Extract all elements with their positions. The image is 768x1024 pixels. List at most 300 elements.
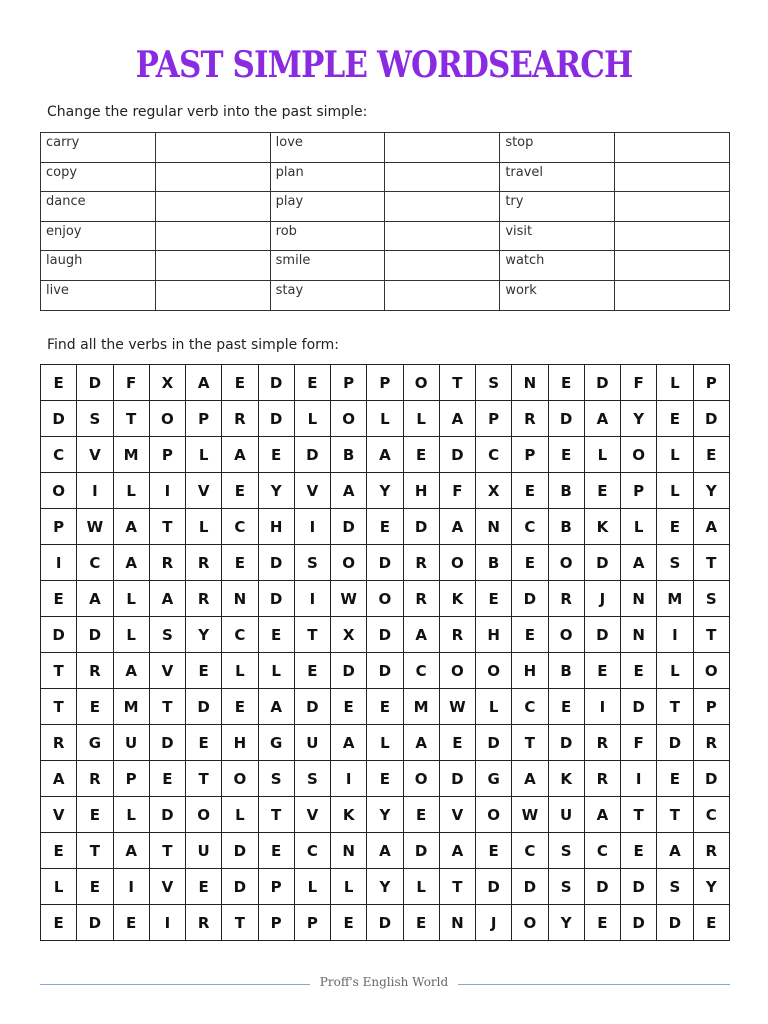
grid-letter[interactable]: J	[584, 581, 620, 617]
grid-letter[interactable]: D	[621, 689, 657, 725]
grid-letter[interactable]: P	[294, 905, 330, 941]
grid-letter[interactable]: K	[584, 509, 620, 545]
grid-letter[interactable]: Y	[367, 869, 403, 905]
grid-letter[interactable]: P	[258, 869, 294, 905]
grid-letter[interactable]: N	[621, 617, 657, 653]
grid-letter[interactable]: N	[439, 905, 475, 941]
grid-letter[interactable]: L	[222, 797, 258, 833]
grid-letter[interactable]: A	[77, 581, 113, 617]
grid-letter[interactable]: W	[77, 509, 113, 545]
grid-letter[interactable]: T	[149, 833, 185, 869]
grid-letter[interactable]: L	[657, 365, 693, 401]
grid-letter[interactable]: R	[693, 725, 730, 761]
grid-letter[interactable]: H	[403, 473, 439, 509]
grid-letter[interactable]: A	[113, 653, 149, 689]
grid-letter[interactable]: R	[548, 581, 584, 617]
grid-letter[interactable]: K	[548, 761, 584, 797]
grid-letter[interactable]: I	[77, 473, 113, 509]
grid-letter[interactable]: D	[258, 581, 294, 617]
grid-letter[interactable]: D	[367, 545, 403, 581]
grid-letter[interactable]: D	[186, 689, 222, 725]
answer-cell[interactable]	[385, 162, 500, 192]
grid-letter[interactable]: R	[584, 761, 620, 797]
grid-letter[interactable]: B	[476, 545, 512, 581]
grid-letter[interactable]: L	[113, 617, 149, 653]
grid-letter[interactable]: E	[294, 365, 330, 401]
grid-letter[interactable]: P	[621, 473, 657, 509]
grid-letter[interactable]: V	[77, 437, 113, 473]
grid-letter[interactable]: O	[222, 761, 258, 797]
grid-letter[interactable]: D	[476, 869, 512, 905]
grid-letter[interactable]: I	[621, 761, 657, 797]
grid-letter[interactable]: C	[512, 833, 548, 869]
grid-letter[interactable]: A	[439, 509, 475, 545]
grid-letter[interactable]: I	[113, 869, 149, 905]
grid-letter[interactable]: O	[331, 401, 367, 437]
grid-letter[interactable]: A	[186, 365, 222, 401]
grid-letter[interactable]: R	[403, 581, 439, 617]
grid-letter[interactable]: E	[693, 437, 730, 473]
grid-letter[interactable]: O	[149, 401, 185, 437]
grid-letter[interactable]: E	[512, 473, 548, 509]
grid-letter[interactable]: L	[113, 797, 149, 833]
grid-letter[interactable]: E	[222, 545, 258, 581]
grid-letter[interactable]: R	[77, 653, 113, 689]
grid-letter[interactable]: A	[258, 689, 294, 725]
grid-letter[interactable]: F	[621, 365, 657, 401]
grid-letter[interactable]: A	[512, 761, 548, 797]
grid-letter[interactable]: D	[331, 653, 367, 689]
grid-letter[interactable]: Y	[693, 473, 730, 509]
grid-letter[interactable]: S	[258, 761, 294, 797]
grid-letter[interactable]: L	[41, 869, 77, 905]
grid-letter[interactable]: P	[258, 905, 294, 941]
grid-letter[interactable]: E	[331, 689, 367, 725]
answer-cell[interactable]	[385, 133, 500, 163]
grid-letter[interactable]: W	[512, 797, 548, 833]
grid-letter[interactable]: I	[149, 473, 185, 509]
answer-cell[interactable]	[615, 133, 730, 163]
grid-letter[interactable]: P	[113, 761, 149, 797]
grid-letter[interactable]: D	[149, 725, 185, 761]
grid-letter[interactable]: E	[258, 833, 294, 869]
grid-letter[interactable]: K	[331, 797, 367, 833]
grid-letter[interactable]: A	[113, 833, 149, 869]
grid-letter[interactable]: E	[41, 833, 77, 869]
grid-letter[interactable]: E	[149, 761, 185, 797]
grid-letter[interactable]: E	[367, 509, 403, 545]
grid-letter[interactable]: T	[41, 689, 77, 725]
grid-letter[interactable]: E	[367, 761, 403, 797]
grid-letter[interactable]: L	[657, 437, 693, 473]
grid-letter[interactable]: Y	[367, 473, 403, 509]
answer-cell[interactable]	[615, 251, 730, 281]
grid-letter[interactable]: C	[512, 509, 548, 545]
grid-letter[interactable]: V	[294, 473, 330, 509]
grid-letter[interactable]: F	[439, 473, 475, 509]
grid-letter[interactable]: O	[367, 581, 403, 617]
grid-letter[interactable]: L	[186, 509, 222, 545]
grid-letter[interactable]: A	[113, 509, 149, 545]
grid-letter[interactable]: E	[476, 581, 512, 617]
grid-letter[interactable]: P	[331, 365, 367, 401]
grid-letter[interactable]: S	[657, 869, 693, 905]
grid-letter[interactable]: I	[584, 689, 620, 725]
grid-letter[interactable]: I	[294, 581, 330, 617]
grid-letter[interactable]: O	[476, 797, 512, 833]
grid-letter[interactable]: D	[621, 869, 657, 905]
grid-letter[interactable]: E	[584, 905, 620, 941]
grid-letter[interactable]: C	[476, 437, 512, 473]
grid-letter[interactable]: D	[41, 617, 77, 653]
answer-cell[interactable]	[385, 251, 500, 281]
grid-letter[interactable]: S	[548, 833, 584, 869]
grid-letter[interactable]: O	[186, 797, 222, 833]
grid-letter[interactable]: B	[548, 653, 584, 689]
grid-letter[interactable]: H	[512, 653, 548, 689]
grid-letter[interactable]: D	[367, 653, 403, 689]
grid-letter[interactable]: D	[439, 761, 475, 797]
grid-letter[interactable]: D	[476, 725, 512, 761]
grid-letter[interactable]: L	[294, 401, 330, 437]
grid-letter[interactable]: D	[222, 833, 258, 869]
grid-letter[interactable]: D	[693, 761, 730, 797]
grid-letter[interactable]: N	[476, 509, 512, 545]
grid-letter[interactable]: T	[294, 617, 330, 653]
grid-letter[interactable]: G	[258, 725, 294, 761]
answer-cell[interactable]	[385, 221, 500, 251]
grid-letter[interactable]: E	[41, 581, 77, 617]
grid-letter[interactable]: A	[403, 725, 439, 761]
grid-letter[interactable]: R	[403, 545, 439, 581]
grid-letter[interactable]: E	[222, 689, 258, 725]
grid-letter[interactable]: O	[621, 437, 657, 473]
grid-letter[interactable]: T	[113, 401, 149, 437]
grid-letter[interactable]: E	[77, 689, 113, 725]
grid-letter[interactable]: D	[657, 725, 693, 761]
grid-letter[interactable]: H	[476, 617, 512, 653]
grid-letter[interactable]: T	[439, 365, 475, 401]
grid-letter[interactable]: T	[41, 653, 77, 689]
grid-letter[interactable]: L	[222, 653, 258, 689]
grid-letter[interactable]: O	[548, 617, 584, 653]
grid-letter[interactable]: D	[294, 689, 330, 725]
grid-letter[interactable]: P	[693, 689, 730, 725]
grid-letter[interactable]: E	[113, 905, 149, 941]
grid-letter[interactable]: S	[693, 581, 730, 617]
grid-letter[interactable]: E	[258, 437, 294, 473]
grid-letter[interactable]: O	[403, 365, 439, 401]
grid-letter[interactable]: D	[584, 869, 620, 905]
grid-letter[interactable]: E	[621, 653, 657, 689]
grid-letter[interactable]: E	[41, 365, 77, 401]
grid-letter[interactable]: B	[548, 473, 584, 509]
grid-letter[interactable]: S	[476, 365, 512, 401]
grid-letter[interactable]: E	[621, 833, 657, 869]
grid-letter[interactable]: Y	[367, 797, 403, 833]
grid-letter[interactable]: R	[186, 545, 222, 581]
grid-letter[interactable]: S	[294, 761, 330, 797]
answer-cell[interactable]	[615, 162, 730, 192]
grid-letter[interactable]: T	[222, 905, 258, 941]
grid-letter[interactable]: O	[41, 473, 77, 509]
grid-letter[interactable]: A	[584, 401, 620, 437]
grid-letter[interactable]: Y	[621, 401, 657, 437]
grid-letter[interactable]: D	[149, 797, 185, 833]
grid-letter[interactable]: O	[439, 653, 475, 689]
grid-letter[interactable]: B	[548, 509, 584, 545]
grid-letter[interactable]: O	[548, 545, 584, 581]
grid-letter[interactable]: D	[403, 833, 439, 869]
grid-letter[interactable]: R	[222, 401, 258, 437]
grid-letter[interactable]: D	[258, 545, 294, 581]
grid-letter[interactable]: L	[258, 653, 294, 689]
grid-letter[interactable]: I	[657, 617, 693, 653]
grid-letter[interactable]: I	[331, 761, 367, 797]
grid-letter[interactable]: D	[367, 617, 403, 653]
grid-letter[interactable]: O	[331, 545, 367, 581]
grid-letter[interactable]: V	[186, 473, 222, 509]
grid-letter[interactable]: Y	[258, 473, 294, 509]
grid-letter[interactable]: D	[584, 365, 620, 401]
grid-letter[interactable]: I	[294, 509, 330, 545]
grid-letter[interactable]: E	[186, 653, 222, 689]
grid-letter[interactable]: A	[693, 509, 730, 545]
answer-cell[interactable]	[385, 280, 500, 310]
grid-letter[interactable]: D	[657, 905, 693, 941]
grid-letter[interactable]: L	[657, 473, 693, 509]
grid-letter[interactable]: L	[403, 869, 439, 905]
grid-letter[interactable]: L	[584, 437, 620, 473]
grid-letter[interactable]: D	[584, 617, 620, 653]
grid-letter[interactable]: E	[584, 653, 620, 689]
grid-letter[interactable]: T	[693, 617, 730, 653]
grid-letter[interactable]: S	[77, 401, 113, 437]
grid-letter[interactable]: T	[512, 725, 548, 761]
grid-letter[interactable]: T	[77, 833, 113, 869]
grid-letter[interactable]: V	[294, 797, 330, 833]
grid-letter[interactable]: R	[186, 581, 222, 617]
grid-letter[interactable]: X	[476, 473, 512, 509]
grid-letter[interactable]: R	[186, 905, 222, 941]
grid-letter[interactable]: R	[693, 833, 730, 869]
grid-letter[interactable]: W	[331, 581, 367, 617]
grid-letter[interactable]: F	[621, 725, 657, 761]
grid-letter[interactable]: T	[693, 545, 730, 581]
grid-letter[interactable]: P	[149, 437, 185, 473]
grid-letter[interactable]: D	[439, 437, 475, 473]
grid-letter[interactable]: I	[41, 545, 77, 581]
grid-letter[interactable]: A	[41, 761, 77, 797]
grid-letter[interactable]: D	[512, 869, 548, 905]
grid-letter[interactable]: O	[512, 905, 548, 941]
grid-letter[interactable]: T	[657, 797, 693, 833]
grid-letter[interactable]: P	[476, 401, 512, 437]
grid-letter[interactable]: O	[403, 761, 439, 797]
grid-letter[interactable]: L	[403, 401, 439, 437]
grid-letter[interactable]: D	[512, 581, 548, 617]
grid-letter[interactable]: H	[258, 509, 294, 545]
grid-letter[interactable]: A	[657, 833, 693, 869]
grid-letter[interactable]: D	[41, 401, 77, 437]
grid-letter[interactable]: Y	[186, 617, 222, 653]
grid-letter[interactable]: A	[403, 617, 439, 653]
grid-letter[interactable]: B	[331, 437, 367, 473]
grid-letter[interactable]: C	[41, 437, 77, 473]
grid-letter[interactable]: I	[149, 905, 185, 941]
grid-letter[interactable]: U	[548, 797, 584, 833]
grid-letter[interactable]: N	[222, 581, 258, 617]
grid-letter[interactable]: E	[331, 905, 367, 941]
answer-cell[interactable]	[155, 133, 270, 163]
grid-letter[interactable]: N	[621, 581, 657, 617]
grid-letter[interactable]: A	[331, 725, 367, 761]
grid-letter[interactable]: U	[186, 833, 222, 869]
grid-letter[interactable]: D	[621, 905, 657, 941]
grid-letter[interactable]: E	[512, 617, 548, 653]
grid-letter[interactable]: A	[584, 797, 620, 833]
grid-letter[interactable]: O	[693, 653, 730, 689]
grid-letter[interactable]: C	[77, 545, 113, 581]
grid-letter[interactable]: A	[331, 473, 367, 509]
grid-letter[interactable]: Y	[693, 869, 730, 905]
grid-letter[interactable]: S	[548, 869, 584, 905]
grid-letter[interactable]: V	[149, 869, 185, 905]
grid-letter[interactable]: H	[222, 725, 258, 761]
grid-letter[interactable]: P	[367, 365, 403, 401]
grid-letter[interactable]: A	[113, 545, 149, 581]
grid-letter[interactable]: T	[149, 689, 185, 725]
grid-letter[interactable]: T	[186, 761, 222, 797]
grid-letter[interactable]: C	[294, 833, 330, 869]
grid-letter[interactable]: D	[77, 617, 113, 653]
grid-letter[interactable]: O	[439, 545, 475, 581]
grid-letter[interactable]: E	[77, 797, 113, 833]
grid-letter[interactable]: Y	[548, 905, 584, 941]
grid-letter[interactable]: T	[657, 689, 693, 725]
grid-letter[interactable]: D	[548, 725, 584, 761]
grid-letter[interactable]: D	[222, 869, 258, 905]
grid-letter[interactable]: A	[149, 581, 185, 617]
grid-letter[interactable]: R	[439, 617, 475, 653]
grid-letter[interactable]: A	[621, 545, 657, 581]
grid-letter[interactable]: E	[512, 545, 548, 581]
answer-cell[interactable]	[155, 251, 270, 281]
grid-letter[interactable]: E	[186, 725, 222, 761]
grid-letter[interactable]: E	[403, 905, 439, 941]
grid-letter[interactable]: E	[222, 365, 258, 401]
grid-letter[interactable]: P	[186, 401, 222, 437]
grid-letter[interactable]: F	[113, 365, 149, 401]
grid-letter[interactable]: E	[476, 833, 512, 869]
grid-letter[interactable]: L	[113, 473, 149, 509]
grid-letter[interactable]: L	[331, 869, 367, 905]
grid-letter[interactable]: D	[331, 509, 367, 545]
grid-letter[interactable]: D	[367, 905, 403, 941]
grid-letter[interactable]: E	[367, 689, 403, 725]
grid-letter[interactable]: E	[657, 401, 693, 437]
grid-letter[interactable]: E	[548, 689, 584, 725]
grid-letter[interactable]: T	[439, 869, 475, 905]
grid-letter[interactable]: R	[41, 725, 77, 761]
grid-letter[interactable]: V	[439, 797, 475, 833]
grid-letter[interactable]: R	[77, 761, 113, 797]
grid-letter[interactable]: E	[77, 869, 113, 905]
grid-letter[interactable]: U	[113, 725, 149, 761]
grid-letter[interactable]: E	[41, 905, 77, 941]
grid-letter[interactable]: D	[258, 401, 294, 437]
grid-letter[interactable]: D	[693, 401, 730, 437]
grid-letter[interactable]: L	[367, 401, 403, 437]
grid-letter[interactable]: P	[41, 509, 77, 545]
grid-letter[interactable]: V	[149, 653, 185, 689]
answer-cell[interactable]	[385, 192, 500, 222]
grid-letter[interactable]: A	[439, 833, 475, 869]
grid-letter[interactable]: K	[439, 581, 475, 617]
grid-letter[interactable]: L	[621, 509, 657, 545]
grid-letter[interactable]: X	[331, 617, 367, 653]
grid-letter[interactable]: W	[439, 689, 475, 725]
grid-letter[interactable]: M	[657, 581, 693, 617]
grid-letter[interactable]: A	[439, 401, 475, 437]
grid-letter[interactable]: T	[258, 797, 294, 833]
answer-cell[interactable]	[155, 280, 270, 310]
grid-letter[interactable]: E	[186, 869, 222, 905]
grid-letter[interactable]: C	[512, 689, 548, 725]
grid-letter[interactable]: S	[294, 545, 330, 581]
grid-letter[interactable]: E	[439, 725, 475, 761]
grid-letter[interactable]: P	[512, 437, 548, 473]
grid-letter[interactable]: V	[41, 797, 77, 833]
grid-letter[interactable]: T	[149, 509, 185, 545]
grid-letter[interactable]: L	[294, 869, 330, 905]
grid-letter[interactable]: E	[693, 905, 730, 941]
grid-letter[interactable]: A	[367, 833, 403, 869]
answer-cell[interactable]	[155, 192, 270, 222]
grid-letter[interactable]: E	[403, 437, 439, 473]
grid-letter[interactable]: J	[476, 905, 512, 941]
grid-letter[interactable]: E	[657, 761, 693, 797]
grid-letter[interactable]: O	[476, 653, 512, 689]
grid-letter[interactable]: R	[512, 401, 548, 437]
grid-letter[interactable]: M	[113, 689, 149, 725]
grid-letter[interactable]: C	[403, 653, 439, 689]
grid-letter[interactable]: L	[186, 437, 222, 473]
grid-letter[interactable]: D	[77, 905, 113, 941]
grid-letter[interactable]: D	[294, 437, 330, 473]
grid-letter[interactable]: E	[548, 437, 584, 473]
grid-letter[interactable]: D	[548, 401, 584, 437]
answer-cell[interactable]	[155, 162, 270, 192]
grid-letter[interactable]: L	[367, 725, 403, 761]
grid-letter[interactable]: E	[222, 473, 258, 509]
grid-letter[interactable]: G	[476, 761, 512, 797]
grid-letter[interactable]: M	[403, 689, 439, 725]
grid-letter[interactable]: M	[113, 437, 149, 473]
grid-letter[interactable]: E	[657, 509, 693, 545]
grid-letter[interactable]: E	[584, 473, 620, 509]
grid-letter[interactable]: T	[621, 797, 657, 833]
grid-letter[interactable]: E	[403, 797, 439, 833]
grid-letter[interactable]: A	[222, 437, 258, 473]
grid-letter[interactable]: R	[149, 545, 185, 581]
grid-letter[interactable]: N	[331, 833, 367, 869]
grid-letter[interactable]: L	[657, 653, 693, 689]
grid-letter[interactable]: S	[657, 545, 693, 581]
grid-letter[interactable]: E	[548, 365, 584, 401]
grid-letter[interactable]: P	[693, 365, 730, 401]
grid-letter[interactable]: D	[258, 365, 294, 401]
